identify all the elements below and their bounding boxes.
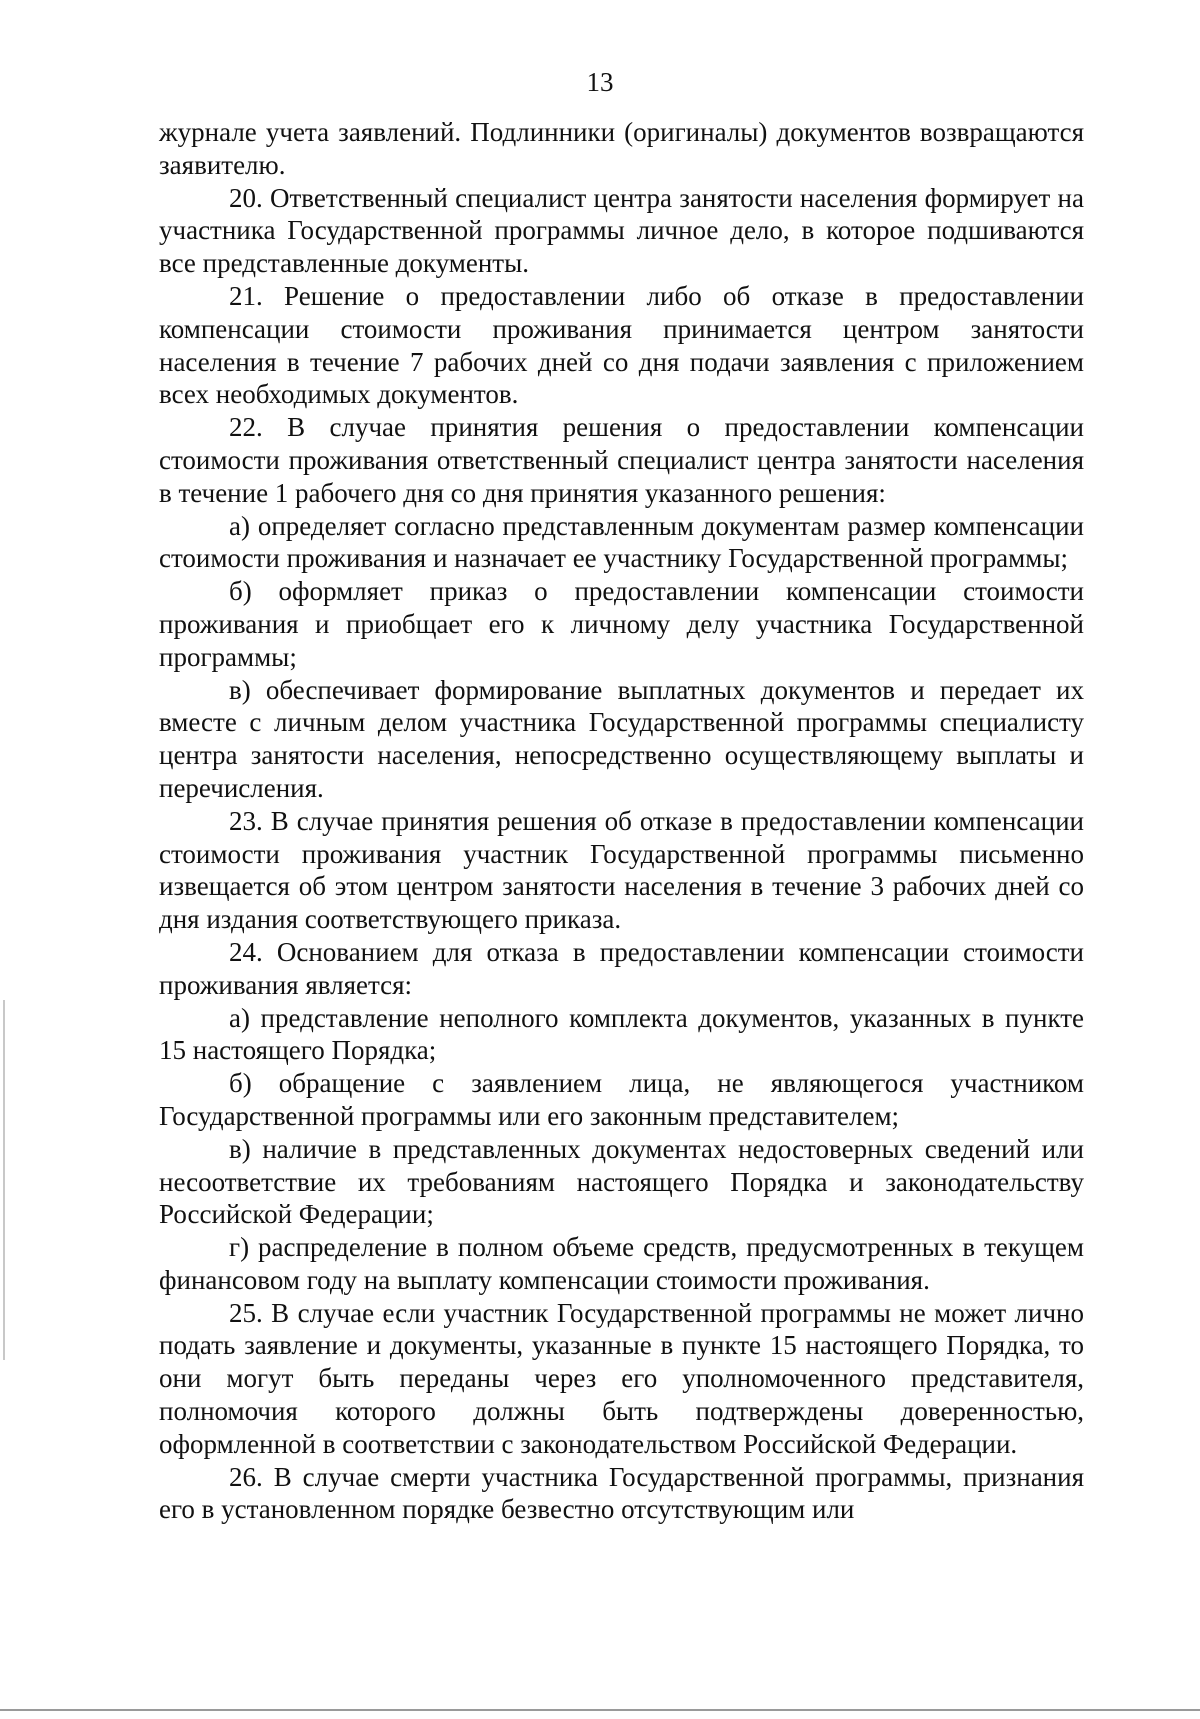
- document-body: [159, 116, 1084, 1526]
- paragraph-20: 20. Ответственный специалист центра занятости населения формирует на участника Государственной программы личное дело, в которое подшиваются все представленные документы.: [159, 182, 1084, 279]
- paragraph-22-b: б) оформляет приказ о предоставлении компенсации стоимости проживания и приобщает его к личному делу участника Государственной программы;: [159, 576, 1084, 672]
- paragraph-24-b: б) обращение с заявлением лица, не являющегося участником Государственной программы или его законным представителем;: [159, 1068, 1084, 1131]
- paragraph-24-v: в) наличие в представленных документах недостоверных сведений или несоответствие их требованиям настоящего Порядка и законодательству Российской Федерации;: [159, 1133, 1084, 1230]
- scan-bottom-edge: [0, 1709, 1200, 1711]
- paragraph-22: 22. В случае принятия решения о предоставлении компенсации стоимости проживания ответственный специалист центра занятости населения в течение 1 рабочего дня со дня принятия указанного решения:: [159, 412, 1084, 508]
- paragraph-25: 25. В случае если участник Государственной программы не может лично подать заявление и документы, указанные в пункте 15 настоящего Порядка, то они могут быть переданы через его уполномоченного представителя, полномочия которого должны быть подтверждены доверенностью, оформленной в соответствии с законодательством Российской Федерации.: [159, 1297, 1084, 1459]
- paragraph-24-g: г) распределение в полном объеме средств, предусмотренных в текущем финансовом году на выплату компенсации стоимости проживания.: [159, 1232, 1084, 1295]
- paragraph-21: 21. Решение о предоставлении либо об отказе в предоставлении компенсации стоимости проживания принимается центром занятости населения в течение 7 рабочих дней со дня подачи заявления с приложением всех необходимых документов.: [159, 280, 1084, 410]
- paragraph-continuation: журнале учета заявлений. Подлинники (оригиналы) документов возвращаются заявителю.: [159, 117, 1084, 180]
- paragraph-24: 24. Основанием для отказа в предоставлении компенсации стоимости проживания является:: [159, 936, 1084, 1000]
- paragraph-23: 23. В случае принятия решения об отказе в предоставлении компенсации стоимости проживания участник Государственной программы письменно извещается об этом центром занятости населения в течение 3 рабочих дней со дня издания соответствующего приказа.: [159, 805, 1084, 935]
- page-number: 13: [586, 67, 614, 97]
- scan-edge-mark: [3, 1000, 5, 1360]
- paragraph-24-a: а) представление неполного комплекта документов, указанных в пункте 15 настоящего Порядка;: [159, 1002, 1084, 1066]
- paragraph-22-v: в) обеспечивает формирование выплатных документов и передает их вместе с личным делом участника Государственной программы специалисту центра занятости населения, непосредственно осуществляющему выплаты и перечисления.: [159, 674, 1084, 803]
- paragraph-26: 26. В случае смерти участника Государственной программы, признания его в установленном порядке безвестно отсутствующим или: [159, 1461, 1084, 1525]
- paragraph-22-a: а) определяет согласно представленным документам размер компенсации стоимости проживания и назначает ее участнику Государственной программы;: [159, 510, 1084, 574]
